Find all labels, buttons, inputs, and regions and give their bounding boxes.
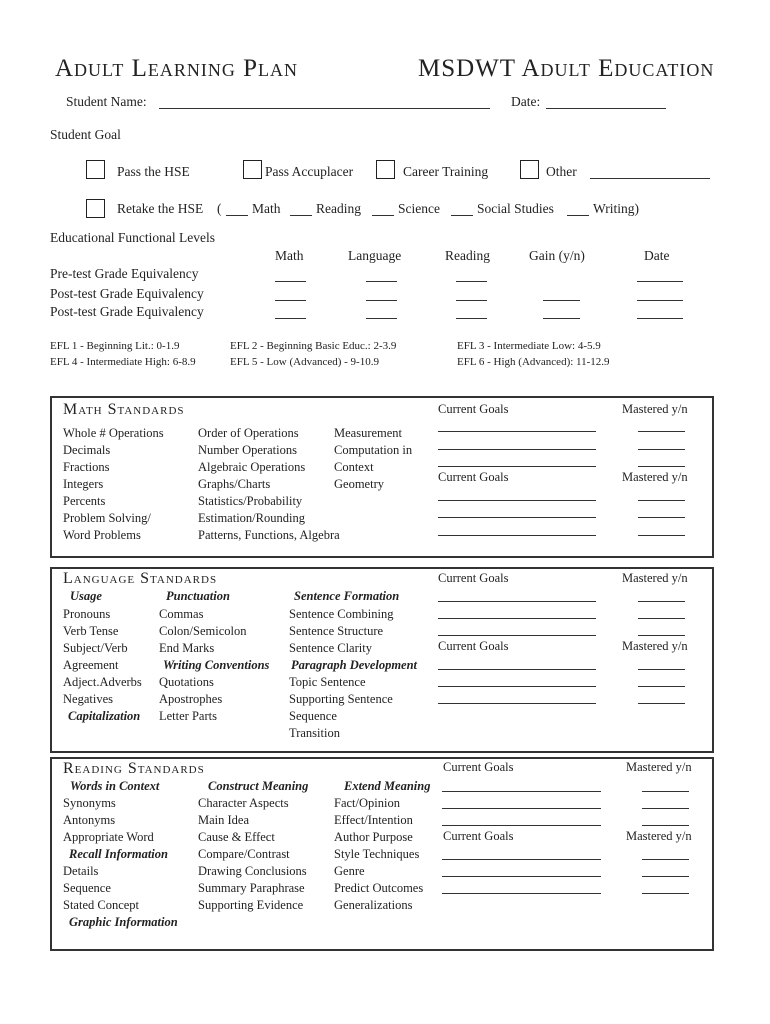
retake-hse-checkbox[interactable]	[86, 199, 105, 218]
reading-item: Style Techniques	[334, 847, 420, 861]
reading-mastered-field[interactable]	[642, 825, 689, 826]
reading-item: Predict Outcomes	[334, 881, 424, 895]
efl-legend-1: EFL 1 - Beginning Lit.: 0-1.9	[50, 340, 180, 352]
reading-item: Synonyms	[63, 796, 116, 810]
pass-accuplacer-label: Pass Accuplacer	[265, 164, 354, 179]
math-item: Patterns, Functions, Algebra	[198, 528, 340, 542]
pretest-reading-field[interactable]	[456, 281, 487, 282]
math-item: Geometry	[334, 477, 384, 491]
words-in-context-heading: Words in Context	[70, 779, 160, 793]
language-goal-field[interactable]	[438, 635, 596, 636]
reading-item: Supporting Evidence	[198, 898, 304, 912]
reading-col3	[334, 778, 430, 914]
math-mastered-field[interactable]	[638, 535, 685, 536]
language-item: Pronouns	[63, 607, 111, 621]
language-item: Adject.Adverbs	[63, 675, 142, 689]
other-checkbox[interactable]	[520, 160, 539, 179]
retake-science-label: Science	[398, 201, 440, 216]
efl-legend-3: EFL 3 - Intermediate Low: 4-5.9	[457, 340, 601, 352]
retake-social-studies-label: Social Studies	[477, 201, 554, 216]
math-item: Number Operations	[198, 443, 297, 457]
sentence-formation-heading: Sentence Formation	[294, 589, 400, 603]
retake-reading-label: Reading	[316, 201, 361, 216]
pass-hse-checkbox[interactable]	[86, 160, 105, 179]
reading-item: Details	[63, 864, 99, 878]
retake-science-field[interactable]	[372, 215, 394, 216]
language-mastered-label-1: Mastered y/n	[622, 571, 688, 585]
math-item: Computation in	[334, 443, 413, 457]
efl-col-reading: Reading	[445, 248, 490, 263]
math-item: Estimation/Rounding	[198, 511, 305, 525]
efl-col-language: Language	[348, 248, 402, 263]
math-goal-field[interactable]	[438, 517, 596, 518]
language-goal-field[interactable]	[438, 703, 596, 704]
reading-mastered-label-2: Mastered y/n	[626, 829, 692, 843]
language-item: Sentence Structure	[289, 624, 384, 638]
reading-goal-field[interactable]	[442, 825, 601, 826]
reading-mastered-field[interactable]	[642, 791, 689, 792]
language-goal-field[interactable]	[438, 686, 596, 687]
math-goal-field[interactable]	[438, 431, 596, 432]
language-item: Subject/Verb	[63, 641, 128, 655]
language-mastered-field[interactable]	[638, 618, 685, 619]
reading-item: Fact/Opinion	[334, 796, 400, 810]
math-col2	[198, 425, 340, 544]
reading-item: Main Idea	[198, 813, 250, 827]
language-goal-field[interactable]	[438, 669, 596, 670]
language-mastered-label-2: Mastered y/n	[622, 639, 688, 653]
language-item: Sequence	[289, 709, 337, 723]
math-item: Percents	[63, 494, 106, 508]
reading-mastered-label-1: Mastered y/n	[626, 760, 692, 774]
posttest1-date-field[interactable]	[637, 300, 683, 301]
student-name-label: Student Name:	[66, 94, 147, 109]
efl-col-date: Date	[644, 248, 670, 263]
math-goal-field[interactable]	[438, 466, 596, 467]
language-item: Sentence Clarity	[289, 641, 372, 655]
language-item: Sentence Combining	[289, 607, 394, 621]
reading-goal-field[interactable]	[442, 791, 601, 792]
math-item: Graphs/Charts	[198, 477, 271, 491]
reading-mastered-field[interactable]	[642, 893, 689, 894]
math-current-goals-label-2: Current Goals	[438, 470, 509, 484]
reading-item: Generalizations	[334, 898, 413, 912]
retake-reading-field[interactable]	[290, 215, 312, 216]
pretest-date-field[interactable]	[637, 281, 683, 282]
writing-conventions-heading: Writing Conventions	[163, 658, 270, 672]
student-name-field[interactable]	[159, 108, 490, 109]
math-col1	[63, 425, 164, 544]
retake-social-studies-field[interactable]	[451, 215, 473, 216]
posttest-label-1: Post-test Grade Equivalency	[50, 286, 204, 301]
reading-col1	[63, 778, 178, 931]
pretest-language-field[interactable]	[366, 281, 397, 282]
math-col3	[334, 425, 412, 493]
reading-col2	[198, 778, 308, 914]
recall-information-heading: Recall Information	[69, 847, 168, 861]
posttest2-language-field[interactable]	[366, 318, 397, 319]
posttest2-reading-field[interactable]	[456, 318, 487, 319]
math-mastered-field[interactable]	[638, 466, 685, 467]
language-item: Agreement	[63, 658, 119, 672]
posttest1-language-field[interactable]	[366, 300, 397, 301]
language-item: Negatives	[63, 692, 113, 706]
usage-heading: Usage	[70, 589, 102, 603]
math-mastered-field[interactable]	[638, 431, 685, 432]
reading-mastered-field[interactable]	[642, 808, 689, 809]
reading-item: Appropriate Word	[63, 830, 154, 844]
math-item: Order of Operations	[198, 426, 299, 440]
reading-standards-title: Reading Standards	[63, 760, 205, 777]
org-title: MSDWT Adult Education	[418, 55, 715, 82]
language-mastered-field[interactable]	[638, 703, 685, 704]
retake-writing-field[interactable]	[567, 215, 589, 216]
language-current-goals-label-1: Current Goals	[438, 571, 509, 585]
efl-legend-5: EFL 5 - Low (Advanced) - 9-10.9	[230, 356, 379, 368]
language-mastered-field[interactable]	[638, 686, 685, 687]
retake-writing-label: Writing)	[593, 201, 639, 216]
posttest2-date-field[interactable]	[637, 318, 683, 319]
math-item: Whole # Operations	[63, 426, 164, 440]
language-current-goals-label-2: Current Goals	[438, 639, 509, 653]
language-item: Quotations	[159, 675, 214, 689]
student-goal-label: Student Goal	[50, 127, 121, 142]
efl-label: Educational Functional Levels	[50, 230, 215, 245]
language-item: Colon/Semicolon	[159, 624, 247, 638]
paragraph-development-heading: Paragraph Development	[291, 658, 418, 672]
retake-hse-label: Retake the HSE	[117, 201, 204, 216]
punctuation-heading: Punctuation	[166, 589, 230, 603]
math-goal-field[interactable]	[438, 500, 596, 501]
reading-item: Author Purpose	[334, 830, 413, 844]
reading-current-goals-label-2: Current Goals	[443, 829, 514, 843]
language-item: Transition	[289, 726, 340, 740]
plan-title: Adult Learning Plan	[55, 55, 299, 82]
language-item: Verb Tense	[63, 624, 119, 638]
reading-item: Sequence	[63, 881, 111, 895]
math-mastered-field[interactable]	[638, 449, 685, 450]
reading-item: Effect/Intention	[334, 813, 413, 827]
language-standards-title: Language Standards	[63, 570, 218, 587]
language-item: Topic Sentence	[289, 675, 366, 689]
posttest1-gain-field[interactable]	[543, 300, 580, 301]
math-mastered-field[interactable]	[638, 500, 685, 501]
career-training-label: Career Training	[403, 164, 489, 179]
reading-mastered-field[interactable]	[642, 859, 689, 860]
other-label: Other	[546, 164, 577, 179]
language-col1	[63, 606, 142, 725]
language-mastered-field[interactable]	[638, 601, 685, 602]
language-item: Letter Parts	[159, 709, 217, 723]
reading-goal-field[interactable]	[442, 808, 601, 809]
math-mastered-label-2: Mastered y/n	[622, 470, 688, 484]
efl-legend-4: EFL 4 - Intermediate High: 6-8.9	[50, 356, 196, 368]
language-mastered-field[interactable]	[638, 635, 685, 636]
efl-col-math: Math	[275, 248, 304, 263]
math-goal-field[interactable]	[438, 535, 596, 536]
reading-goal-field[interactable]	[442, 859, 601, 860]
reading-goal-field[interactable]	[442, 893, 601, 894]
pass-accuplacer-checkbox[interactable]	[243, 160, 262, 179]
math-current-goals-label-1: Current Goals	[438, 402, 509, 416]
reading-item: Drawing Conclusions	[198, 864, 307, 878]
pass-hse-label: Pass the HSE	[117, 164, 190, 179]
math-standards-title: Math Standards	[63, 401, 185, 418]
math-item: Algebraic Operations	[198, 460, 306, 474]
efl-legend-2: EFL 2 - Beginning Basic Educ.: 2-3.9	[230, 340, 397, 352]
posttest1-math-field[interactable]	[275, 300, 306, 301]
reading-item: Stated Concept	[63, 898, 140, 912]
reading-item: Compare/Contrast	[198, 847, 290, 861]
math-mastered-field[interactable]	[638, 517, 685, 518]
math-mastered-label-1: Mastered y/n	[622, 402, 688, 416]
posttest2-math-field[interactable]	[275, 318, 306, 319]
efl-col-gain: Gain (y/n)	[529, 248, 585, 263]
reading-item: Character Aspects	[198, 796, 289, 810]
language-col3	[289, 606, 417, 742]
retake-open-paren: (	[217, 201, 222, 216]
language-goal-field[interactable]	[438, 601, 596, 602]
career-training-checkbox[interactable]	[376, 160, 395, 179]
posttest1-reading-field[interactable]	[456, 300, 487, 301]
posttest2-gain-field[interactable]	[543, 318, 580, 319]
language-item: Commas	[159, 607, 204, 621]
math-item: Context	[334, 460, 374, 474]
reading-current-goals-label-1: Current Goals	[443, 760, 514, 774]
language-item: Supporting Sentence	[289, 692, 393, 706]
language-mastered-field[interactable]	[638, 669, 685, 670]
math-item: Measurement	[334, 426, 403, 440]
math-item: Word Problems	[63, 528, 141, 542]
construct-meaning-heading: Construct Meaning	[208, 779, 309, 793]
reading-item: Summary Paraphrase	[198, 881, 305, 895]
graphic-information-heading: Graphic Information	[69, 915, 178, 929]
language-goal-field[interactable]	[438, 618, 596, 619]
math-item: Problem Solving/	[63, 511, 151, 525]
language-col2	[159, 606, 269, 725]
efl-legend-6: EFL 6 - High (Advanced): 11-12.9	[457, 356, 610, 368]
reading-mastered-field[interactable]	[642, 876, 689, 877]
capitalization-heading: Capitalization	[68, 709, 141, 723]
other-field[interactable]	[590, 178, 710, 179]
extend-meaning-heading: Extend Meaning	[344, 779, 431, 793]
math-item: Decimals	[63, 443, 111, 457]
math-item: Statistics/Probability	[198, 494, 303, 508]
pretest-math-field[interactable]	[275, 281, 306, 282]
math-goal-field[interactable]	[438, 449, 596, 450]
math-item: Integers	[63, 477, 104, 491]
reading-goal-field[interactable]	[442, 876, 601, 877]
date-label: Date:	[511, 94, 541, 109]
reading-item: Antonyms	[63, 813, 116, 827]
date-field[interactable]	[546, 108, 666, 109]
language-item: End Marks	[159, 641, 215, 655]
reading-item: Genre	[334, 864, 365, 878]
pretest-label: Pre-test Grade Equivalency	[50, 266, 199, 281]
posttest-label-2: Post-test Grade Equivalency	[50, 304, 204, 319]
math-item: Fractions	[63, 460, 110, 474]
retake-math-field[interactable]	[226, 215, 248, 216]
language-item: Apostrophes	[159, 692, 223, 706]
retake-math-label: Math	[252, 201, 281, 216]
reading-item: Cause & Effect	[198, 830, 275, 844]
